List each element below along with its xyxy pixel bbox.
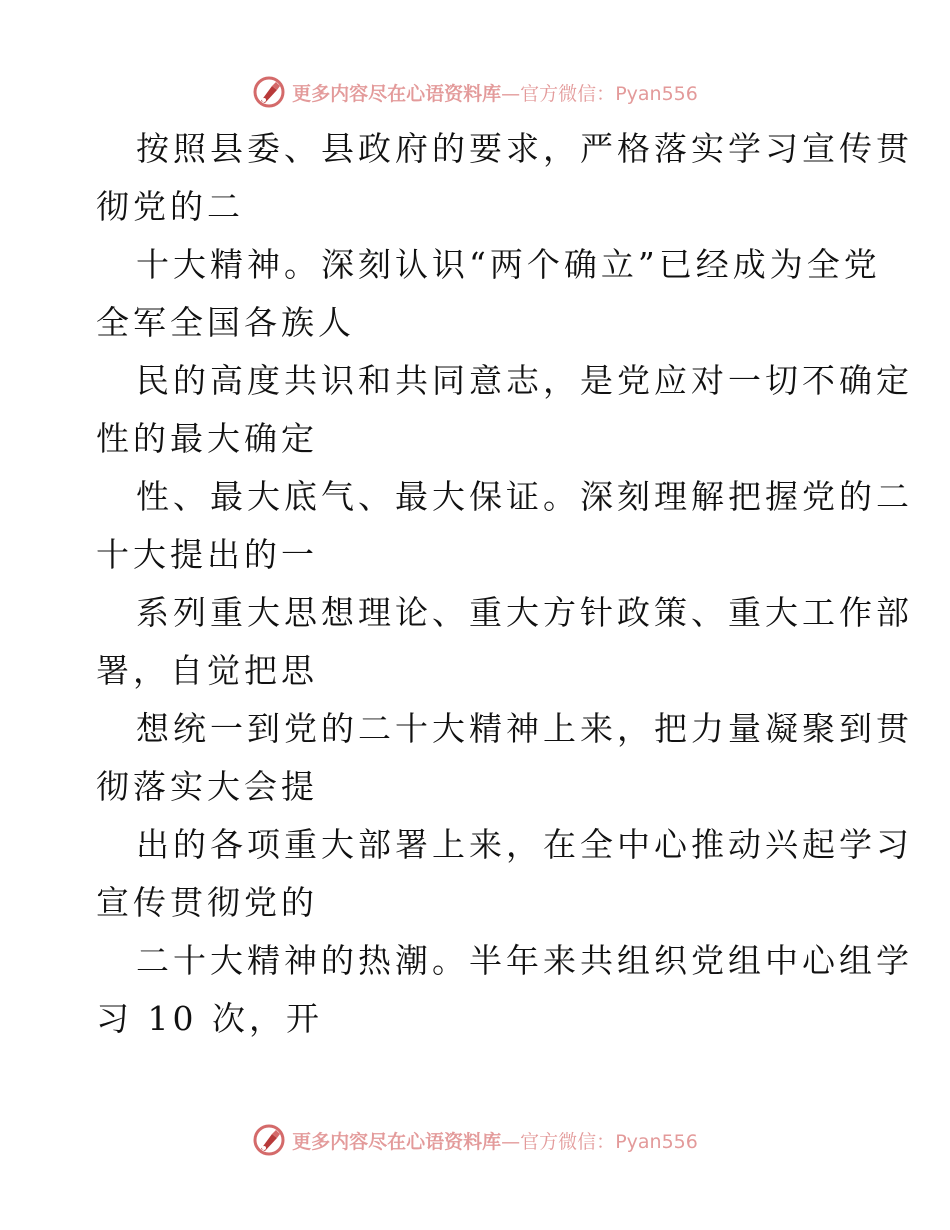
watermark-wechat-id: Pyan556 [615,1130,698,1153]
paragraph-line: 民的高度共识和共同意志，是党应对一切不确定 [136,361,913,400]
watermark-separator: — [501,82,521,105]
watermark-site-text: 更多内容尽在心语资料库 [292,1130,502,1153]
pen-nib-circle-icon [252,75,286,109]
paragraph-line: 性的最大确定 [96,419,318,458]
watermark-site-text: 更多内容尽在心语资料库 [292,82,502,105]
header-watermark [0,72,950,112]
watermark-official-label: 官方微信： [520,1130,616,1153]
footer-watermark [0,1120,950,1160]
paragraph-line: 全军全国各族人 [96,303,355,342]
paragraph-line: 性、最大底气、最大保证。深刻理解把握党的二 [136,477,913,516]
watermark-wechat-id: Pyan556 [615,82,698,105]
paragraph-line: 二十大精神的热潮。半年来共组织党组中心组学 [136,941,913,980]
document-body [96,120,913,1048]
paragraph-line: 十大精神。深刻认识“两个确立”已经成为全党 [136,245,881,284]
paragraph-line: 彻落实大会提 [96,767,318,806]
paragraph-line: 想统一到党的二十大精神上来，把力量凝聚到贯 [136,709,913,748]
watermark-official-label: 官方微信： [520,82,616,105]
paragraph-line: 署，自觉把思 [96,651,318,690]
paragraph-line: 十大提出的一 [96,535,318,574]
watermark-text [292,1127,698,1154]
paragraph-line: 出的各项重大部署上来，在全中心推动兴起学习 [136,825,913,864]
watermark-text [292,79,698,106]
watermark-separator: — [501,1130,521,1153]
paragraph-line: 宣传贯彻党的 [96,883,318,922]
paragraph-line: 彻党的二 [96,187,244,226]
pen-nib-circle-icon [252,1123,286,1157]
paragraph-line: 按照县委、县政府的要求，严格落实学习宣传贯 [136,129,913,168]
paragraph-line: 系列重大思想理论、重大方针政策、重大工作部 [136,593,913,632]
paragraph-line: 习 10 次，开 [96,999,323,1038]
